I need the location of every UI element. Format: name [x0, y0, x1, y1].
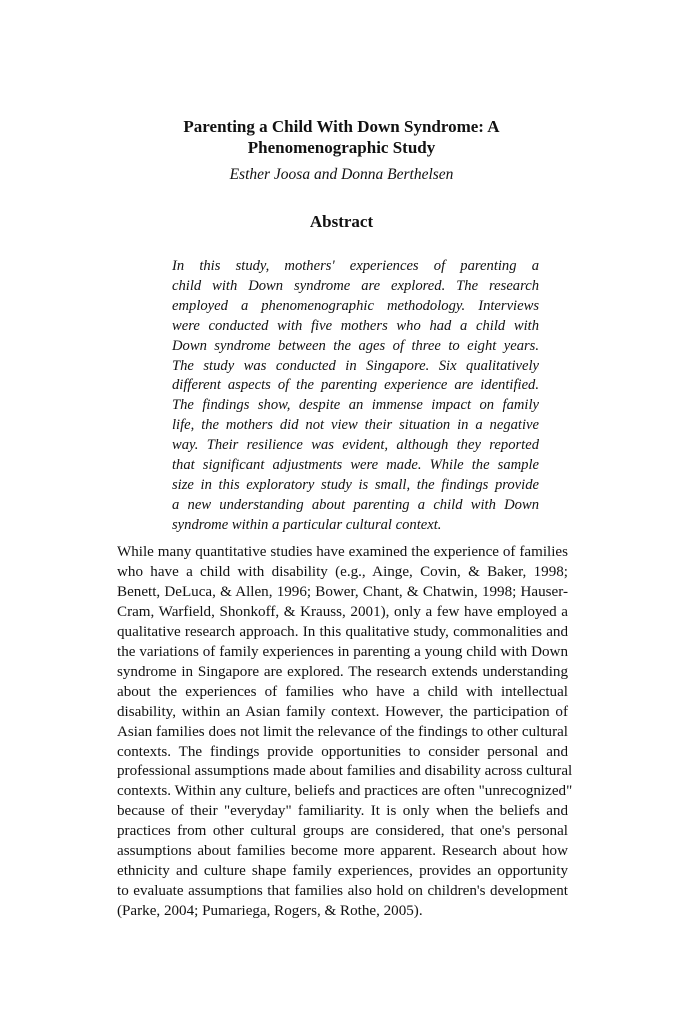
- body-line: who have a child with disability (e.g., Ainge, Covin, & Baker, 1998;: [117, 563, 568, 580]
- body-line: contexts. Within any culture, beliefs and practices are often "unrecognized": [117, 783, 573, 800]
- body-line: disability, within an Asian family context. However, the participation of: [117, 703, 568, 720]
- title-line-2: Phenomenographic Study: [247, 138, 436, 157]
- abstract-line: life, the mothers did not view their situation in a negative: [172, 417, 539, 434]
- body-line: While many quantitative studies have examined the experience of families: [117, 544, 568, 560]
- body-line: the variations of family experiences in parenting a young child with Down: [117, 643, 568, 660]
- body-paragraph: [117, 543, 573, 922]
- abstract-line: that significant adjustments were made. While the sample: [172, 457, 539, 474]
- body-line: Cram, Warfield, Shonkoff, & Krauss, 2001), only a few have employed a: [117, 603, 568, 620]
- body-line: (Parke, 2004; Pumariega, Rogers, & Rothe, 2005).: [117, 903, 423, 920]
- abstract-text: [172, 257, 539, 536]
- body-line: contexts. The findings provide opportunities to consider personal and: [117, 743, 568, 760]
- body-line: practices from other cultural groups are considered, that one's personal: [117, 823, 568, 840]
- body-line: qualitative research approach. In this qualitative study, commonalities and: [117, 623, 568, 640]
- title-line-1: Parenting a Child With Down Syndrome: A: [183, 117, 500, 136]
- abstract-line: The findings show, despite an immense impact on family: [172, 397, 539, 414]
- authors: Esther Joosa and Donna Berthelsen: [229, 166, 454, 183]
- body-line: because of their "everyday" familiarity. It is only when the beliefs and: [117, 803, 568, 820]
- abstract-line: a new understanding about parenting a child with Down: [172, 496, 539, 513]
- abstract-line: way. Their resilience was evident, although they reported: [172, 437, 539, 454]
- body-line: Benett, DeLuca, & Allen, 1996; Bower, Chant, & Chatwin, 1998; Hauser-: [117, 583, 568, 600]
- body-line: ethnicity and culture shape family experiences, provides an opportunity: [117, 863, 568, 880]
- abstract-line: size in this exploratory study is small, the findings provide: [172, 476, 539, 493]
- abstract-heading: Abstract: [309, 212, 374, 231]
- abstract-line: In this study, mothers' experiences of parenting a: [172, 258, 539, 274]
- body-line: assumptions about families become more apparent. Research about how: [117, 843, 568, 860]
- abstract-line: The study was conducted in Singapore. Six qualitatively: [172, 357, 539, 374]
- abstract-line: syndrome within a particular cultural context.: [172, 516, 442, 533]
- abstract-line: different aspects of the parenting experience are identified.: [172, 377, 539, 394]
- abstract-line: employed a phenomenographic methodology. Interviews: [172, 297, 539, 314]
- body-line: syndrome in Singapore are explored. The research extends understanding: [117, 663, 568, 680]
- abstract-line: child with Down syndrome are explored. The research: [172, 277, 539, 294]
- abstract-line: were conducted with five mothers who had a child with: [172, 317, 539, 334]
- body-line: professional assumptions made about families and disability across cultural: [117, 763, 573, 780]
- body-line: about the experiences of families who have a child with intellectual: [117, 683, 568, 700]
- paper-title: [140, 116, 543, 158]
- body-line: Asian families does not limit the relevance of the findings to other cultural: [117, 723, 568, 740]
- body-line: to evaluate assumptions that families also hold on children's development: [117, 883, 568, 900]
- abstract-line: Down syndrome between the ages of three to eight years.: [172, 337, 539, 354]
